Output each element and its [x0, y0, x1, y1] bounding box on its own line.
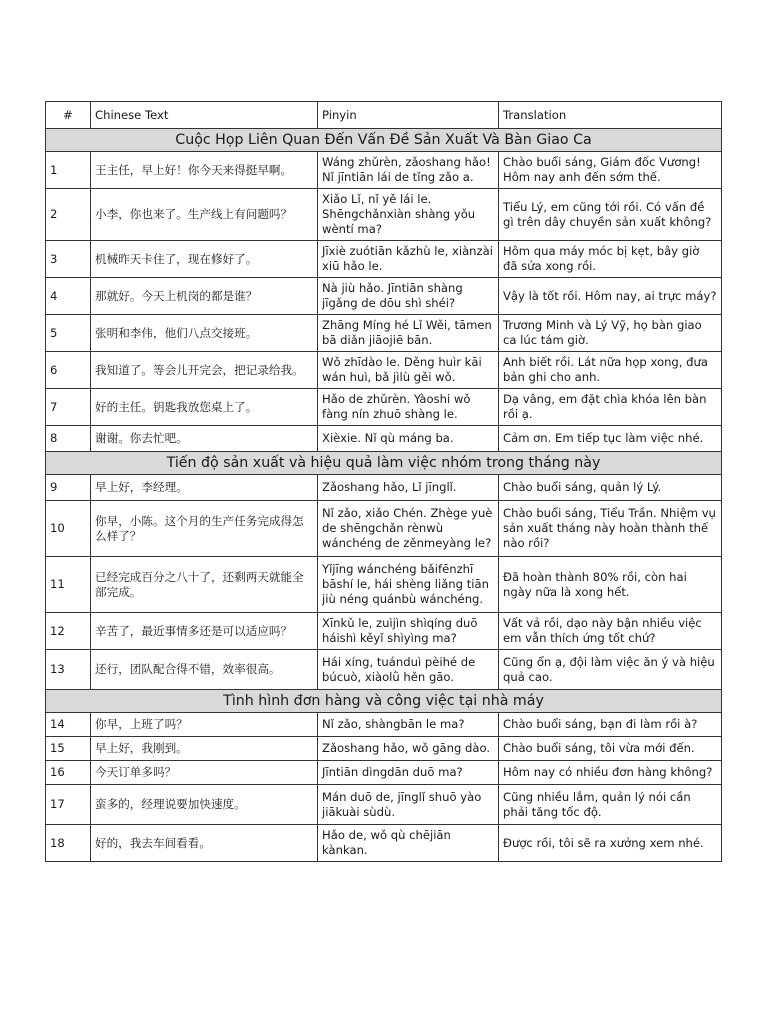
chinese-text-cell: 张明和李伟，他们八点交接班。: [91, 315, 318, 352]
chinese-text-cell: 已经完成百分之八十了，还剩两天就能全部完成。: [91, 557, 318, 613]
row-index: 1: [46, 152, 91, 189]
chinese-text-cell: 早上好，李经理。: [91, 475, 318, 501]
pinyin-cell: Zǎoshang hǎo, wǒ gāng dào.: [318, 737, 499, 761]
chinese-text-cell: 机械昨天卡住了，现在修好了。: [91, 241, 318, 278]
pinyin-cell: Wáng zhǔrèn, zǎoshang hǎo! Nǐ jīntiān lái de tǐng zǎo a.: [318, 152, 499, 189]
translation-cell: Dạ vâng, em đặt chìa khóa lên bàn rồi ạ.: [499, 389, 722, 426]
header-chinese-text: Chinese Text: [91, 102, 318, 129]
row-index: 14: [46, 713, 91, 737]
pinyin-cell: Xiǎo Lǐ, nǐ yě lái le. Shēngchǎnxiàn shàng yǒu wèntí ma?: [318, 189, 499, 241]
table-row: [46, 152, 722, 189]
translation-cell: Trương Minh và Lý Vỹ, họ bàn giao ca lúc tám giờ.: [499, 315, 722, 352]
row-index: 4: [46, 278, 91, 315]
translation-cell: Chào buổi sáng, tôi vừa mới đến.: [499, 737, 722, 761]
header-pinyin: Pinyin: [318, 102, 499, 129]
row-index: 15: [46, 737, 91, 761]
translation-cell: Cảm ơn. Em tiếp tục làm việc nhé.: [499, 426, 722, 452]
table-row: [46, 389, 722, 426]
translation-cell: Vậy là tốt rồi. Hôm nay, ai trực máy?: [499, 278, 722, 315]
chinese-text-cell: 好的，我去车间看看。: [91, 825, 318, 862]
pinyin-cell: Hǎo de, wǒ qù chējiān kànkan.: [318, 825, 499, 862]
table-row: [46, 761, 722, 785]
row-index: 9: [46, 475, 91, 501]
translation-cell: Đã hoàn thành 80% rồi, còn hai ngày nữa là xong hết.: [499, 557, 722, 613]
section-header-row: [46, 452, 722, 475]
pinyin-cell: Hǎo de zhǔrèn. Yàoshi wǒ fàng nín zhuō shàng le.: [318, 389, 499, 426]
table-row: [46, 475, 722, 501]
chinese-text-cell: 辛苦了，最近事情多还是可以适应吗？: [91, 613, 318, 650]
chinese-text-cell: 好的主任。钥匙我放您桌上了。: [91, 389, 318, 426]
translation-cell: Chào buổi sáng, Tiểu Trần. Nhiệm vụ sản xuất tháng này hoàn thành thế nào rồi?: [499, 501, 722, 557]
table-row: [46, 278, 722, 315]
table-row: [46, 713, 722, 737]
pinyin-cell: Nǐ zǎo, xiǎo Chén. Zhège yuè de shēngchǎn rènwù wánchéng de zěnmeyàng le?: [318, 501, 499, 557]
row-index: 18: [46, 825, 91, 862]
chinese-text-cell: 小李，你也来了。生产线上有问题吗？: [91, 189, 318, 241]
table-row: [46, 189, 722, 241]
translation-cell: Anh biết rồi. Lát nữa họp xong, đưa bản ghi cho anh.: [499, 352, 722, 389]
chinese-text-cell: 今天订单多吗？: [91, 761, 318, 785]
section-title: Tình hình đơn hàng và công việc tại nhà máy: [46, 690, 722, 713]
section-title: Tiến độ sản xuất và hiệu quả làm việc nhóm trong tháng này: [46, 452, 722, 475]
translation-cell: Được rồi, tôi sẽ ra xưởng xem nhé.: [499, 825, 722, 862]
table-row: [46, 352, 722, 389]
table-row: [46, 241, 722, 278]
chinese-text-cell: 你早，小陈。这个月的生产任务完成得怎么样了？: [91, 501, 318, 557]
table-row: [46, 426, 722, 452]
section-header-row: [46, 129, 722, 152]
row-index: 6: [46, 352, 91, 389]
chinese-text-cell: 谢谢。你去忙吧。: [91, 426, 318, 452]
pinyin-cell: Zǎoshang hǎo, Lǐ jīnglǐ.: [318, 475, 499, 501]
pinyin-cell: Nǐ zǎo, shàngbān le ma?: [318, 713, 499, 737]
table-row: [46, 501, 722, 557]
chinese-text-cell: 早上好，我刚到。: [91, 737, 318, 761]
pinyin-cell: Xīnkǔ le, zuìjìn shìqíng duō háishì kěyǐ shìyìng ma?: [318, 613, 499, 650]
pinyin-cell: Wǒ zhīdào le. Děng huìr kāi wán huì, bǎ jìlù gěi wǒ.: [318, 352, 499, 389]
pinyin-cell: Zhāng Míng hé Lǐ Wěi, tāmen bā diǎn jiāojiē bān.: [318, 315, 499, 352]
header-index: #: [46, 102, 91, 129]
translation-cell: Cũng ổn ạ, đội làm việc ăn ý và hiệu quả cao.: [499, 650, 722, 690]
pinyin-cell: Hái xíng, tuánduì pèihé de búcuò, xiàolǜ hěn gāo.: [318, 650, 499, 690]
row-index: 5: [46, 315, 91, 352]
header-row: [46, 102, 722, 129]
table-row: [46, 825, 722, 862]
table-row: [46, 613, 722, 650]
table-row: [46, 737, 722, 761]
row-index: 7: [46, 389, 91, 426]
table-row: [46, 650, 722, 690]
table-row: [46, 557, 722, 613]
translation-cell: Tiểu Lý, em cũng tới rồi. Có vấn đề gì trên dây chuyền sản xuất không?: [499, 189, 722, 241]
pinyin-cell: Jīntiān dìngdān duō ma?: [318, 761, 499, 785]
translation-cell: Hôm nay có nhiều đơn hàng không?: [499, 761, 722, 785]
pinyin-cell: Mán duō de, jīnglǐ shuō yào jiākuài sùdù.: [318, 785, 499, 825]
translation-cell: Chào buổi sáng, bạn đi làm rồi à?: [499, 713, 722, 737]
row-index: 12: [46, 613, 91, 650]
pinyin-cell: Yǐjīng wánchéng bǎifēnzhī bāshí le, hái shèng liǎng tiān jiù néng quánbù wánchéng.: [318, 557, 499, 613]
chinese-text-cell: 王主任，早上好！你今天来得挺早啊。: [91, 152, 318, 189]
pinyin-cell: Nà jiù hǎo. Jīntiān shàng jīgǎng de dōu shì shéi?: [318, 278, 499, 315]
pinyin-cell: Jīxiè zuótiān kǎzhù le, xiànzài xiū hǎo le.: [318, 241, 499, 278]
row-index: 3: [46, 241, 91, 278]
chinese-text-cell: 我知道了。等会儿开完会，把记录给我。: [91, 352, 318, 389]
row-index: 8: [46, 426, 91, 452]
translation-cell: Cũng nhiều lắm, quản lý nói cần phải tăng tốc độ.: [499, 785, 722, 825]
translation-cell: Chào buổi sáng, quản lý Lý.: [499, 475, 722, 501]
header-translation: Translation: [499, 102, 722, 129]
section-title: Cuộc Họp Liên Quan Đến Vấn Đề Sản Xuất Và Bàn Giao Ca: [46, 129, 722, 152]
table-body: [46, 129, 722, 862]
row-index: 16: [46, 761, 91, 785]
chinese-text-cell: 蛮多的，经理说要加快速度。: [91, 785, 318, 825]
row-index: 2: [46, 189, 91, 241]
chinese-text-cell: 你早，上班了吗？: [91, 713, 318, 737]
vocabulary-table: [45, 101, 722, 862]
pinyin-cell: Xièxie. Nǐ qù máng ba.: [318, 426, 499, 452]
row-index: 17: [46, 785, 91, 825]
translation-cell: Vất vả rồi, dạo này bận nhiều việc em vẫn thích ứng tốt chứ?: [499, 613, 722, 650]
chinese-text-cell: 那就好。今天上机岗的都是谁？: [91, 278, 318, 315]
row-index: 11: [46, 557, 91, 613]
row-index: 10: [46, 501, 91, 557]
table-row: [46, 315, 722, 352]
section-header-row: [46, 690, 722, 713]
translation-cell: Chào buổi sáng, Giám đốc Vương! Hôm nay anh đến sớm thế.: [499, 152, 722, 189]
translation-cell: Hôm qua máy móc bị kẹt, bây giờ đã sửa xong rồi.: [499, 241, 722, 278]
chinese-text-cell: 还行，团队配合得不错，效率很高。: [91, 650, 318, 690]
row-index: 13: [46, 650, 91, 690]
table-row: [46, 785, 722, 825]
